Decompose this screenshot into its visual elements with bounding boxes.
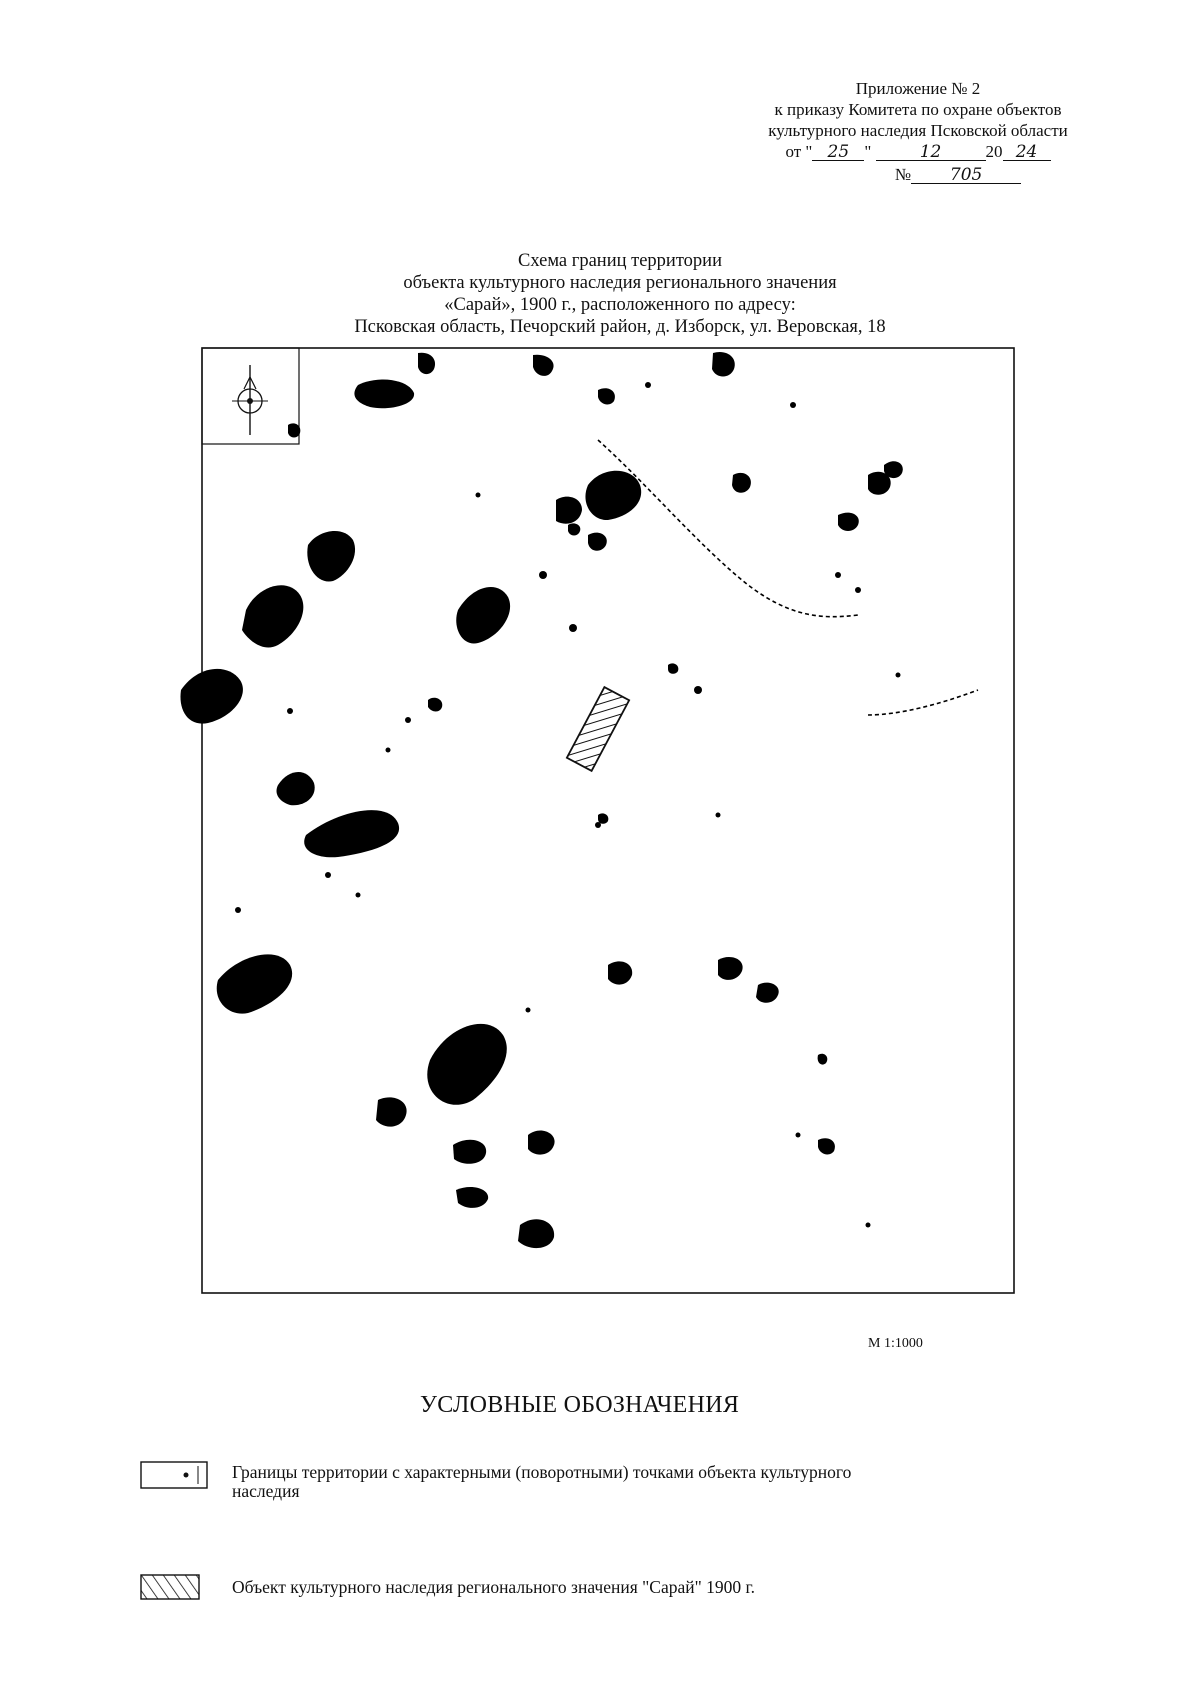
boundary-with-points-icon — [140, 1461, 208, 1489]
date-month: 12 — [876, 144, 986, 161]
committee-name-line: культурного наследия Псковской области — [768, 121, 1068, 140]
terrain-paths — [598, 440, 978, 715]
boundary-map — [178, 345, 1020, 1297]
appendix-label: Приложение № 2 — [855, 79, 981, 98]
approval-header — [728, 78, 1108, 185]
map-scale: М 1:1000 — [868, 1336, 923, 1351]
map-canvas — [178, 345, 1020, 1297]
date-year: 24 — [1003, 144, 1051, 161]
legend-object-text: Объект культурного наследия регионального значения "Сарай" 1900 г. — [232, 1577, 756, 1597]
north-arrow-icon — [202, 348, 299, 444]
date-separator: " — [864, 142, 872, 161]
title-line-1: Схема границ территории — [518, 251, 722, 271]
order-date — [728, 141, 1108, 162]
terrain-features — [180, 352, 902, 1248]
legend-boundary-text-line-1: Границы территории с характерными (поворотными) точками объекта культурного — [232, 1462, 852, 1482]
order-number — [728, 164, 1108, 185]
hatched-site-object — [567, 687, 629, 771]
legend-item-object — [140, 1574, 1020, 1604]
date-day: 25 — [812, 144, 864, 161]
order-reference-line: к приказу Комитета по охране объектов — [774, 100, 1062, 119]
legend-boundary-text-line-2: наследия — [232, 1481, 300, 1501]
title-line-2: объекта культурного наследия регионального значения — [403, 273, 837, 293]
date-prefix: от " — [785, 142, 813, 161]
title-line-4: Псковская область, Печорский район, д. Изборск, ул. Веровская, 18 — [354, 317, 886, 337]
date-year-prefix: 20 — [985, 142, 1003, 161]
legend-item-boundary — [140, 1461, 1020, 1501]
legend-heading: УСЛОВНЫЕ ОБОЗНАЧЕНИЯ — [420, 1392, 740, 1418]
scheme-title — [300, 250, 940, 338]
title-line-3: «Сарай», 1900 г., расположенного по адресу: — [444, 295, 796, 315]
number-label: № — [894, 165, 912, 184]
number-value: 705 — [911, 167, 1021, 184]
hatched-object-icon — [140, 1574, 200, 1600]
